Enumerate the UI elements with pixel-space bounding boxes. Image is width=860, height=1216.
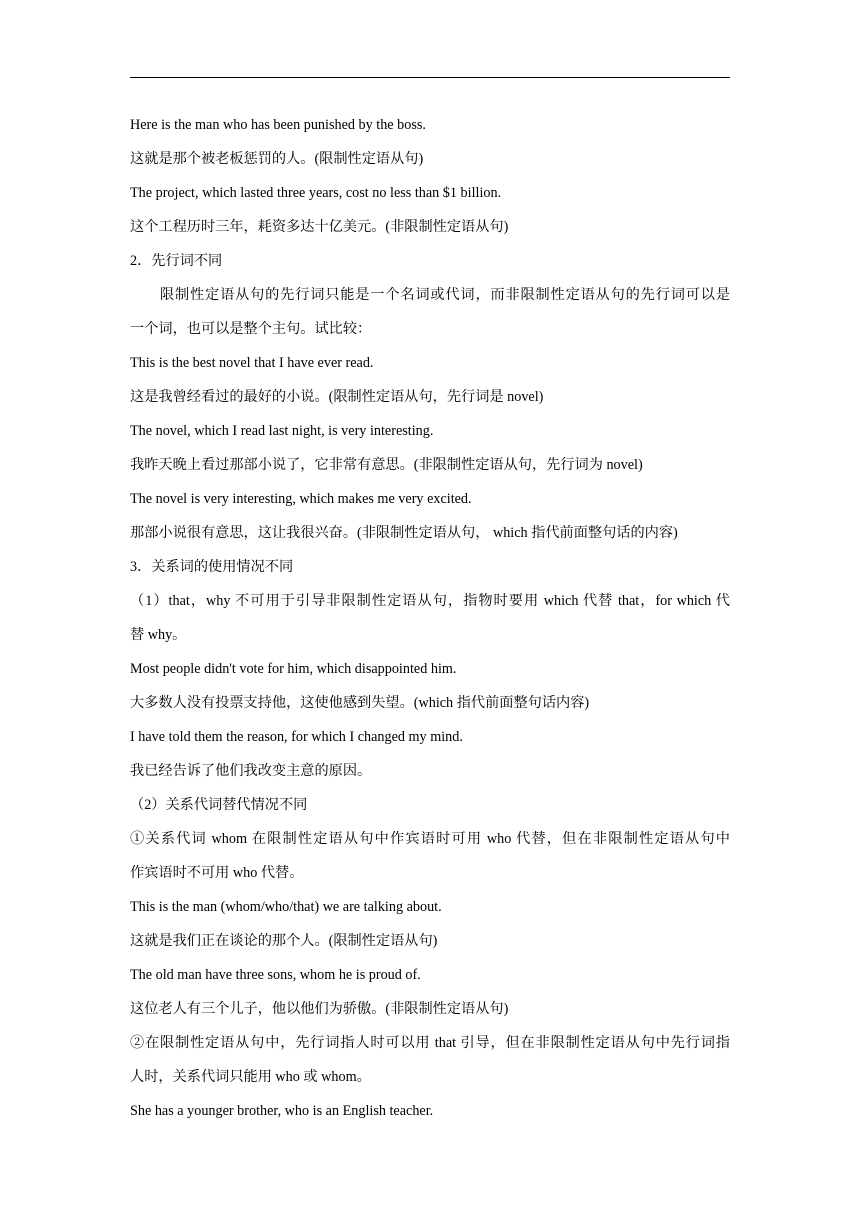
example-sentence-en: She has a younger brother, who is an English teacher. (130, 1103, 434, 1119)
example-sentence-zh: 那部小说很有意思，这让我很兴奋。(非限制性定语从句， which 指代前面整句话的内容) (130, 525, 678, 541)
example-sentence-en: The old man have three sons, whom he is proud of. (130, 967, 421, 983)
header-rule (130, 77, 730, 78)
rule-line: 替 why。 (130, 627, 187, 643)
rule-line: 人时，关系代词只能用 who 或 whom。 (130, 1069, 371, 1085)
example-sentence-zh: 这是我曾经看过的最好的小说。(限制性定语从句，先行词是 novel) (130, 389, 544, 405)
example-sentence-en: This is the man (whom/who/that) we are talking about. (130, 899, 442, 915)
rule-line: （1）that，why 不可用于引导非限制性定语从句，指物时要用 which 代替 that，for which 代 (130, 593, 730, 609)
example-sentence-zh: 这就是我们正在谈论的那个人。(限制性定语从句) (130, 933, 438, 949)
rule-line: ②在限制性定语从句中，先行词指人时可以用 that 引导，但在非限制性定语从句中先行词指 (130, 1035, 730, 1051)
example-sentence-en: This is the best novel that I have ever read. (130, 355, 374, 371)
example-sentence-zh: 这就是那个被老板惩罚的人。(限制性定语从句) (130, 151, 424, 167)
example-sentence-zh: 我已经告诉了他们我改变主意的原因。 (130, 763, 372, 779)
subsection-heading: （2）关系代词替代情况不同 (130, 797, 308, 813)
example-sentence-en: The project, which lasted three years, cost no less than $1 billion. (130, 185, 502, 201)
example-sentence-zh: 我昨天晚上看过那部小说了，它非常有意思。(非限制性定语从句，先行词为 novel) (130, 457, 643, 473)
rule-line: ①关系代词 whom 在限制性定语从句中作宾语时可用 who 代替，但在非限制性定语从句中 (130, 831, 730, 847)
example-sentence-zh: 这个工程历时三年，耗资多达十亿美元。(非限制性定语从句) (130, 219, 509, 235)
section-heading: 3．关系词的使用情况不同 (130, 559, 294, 575)
section-heading: 2．先行词不同 (130, 253, 223, 269)
example-sentence-en: The novel, which I read last night, is very interesting. (130, 423, 434, 439)
example-sentence-zh: 这位老人有三个儿子，他以他们为骄傲。(非限制性定语从句) (130, 1001, 509, 1017)
example-sentence-en: I have told them the reason, for which I changed my mind. (130, 729, 463, 745)
paragraph-line: 一个词，也可以是整个主句。试比较： (130, 321, 372, 337)
paragraph-line: 限制性定语从句的先行词只能是一个名词或代词，而非限制性定语从句的先行词可以是 (160, 287, 730, 303)
example-sentence-en: The novel is very interesting, which makes me very excited. (130, 491, 472, 507)
example-sentence-zh: 大多数人没有投票支持他，这使他感到失望。(which 指代前面整句话内容) (130, 695, 590, 711)
document-body (130, 108, 730, 1128)
example-sentence-en: Here is the man who has been punished by the boss. (130, 117, 426, 133)
example-sentence-en: Most people didn't vote for him, which disappointed him. (130, 661, 457, 677)
rule-line: 作宾语时不可用 who 代替。 (130, 865, 304, 881)
